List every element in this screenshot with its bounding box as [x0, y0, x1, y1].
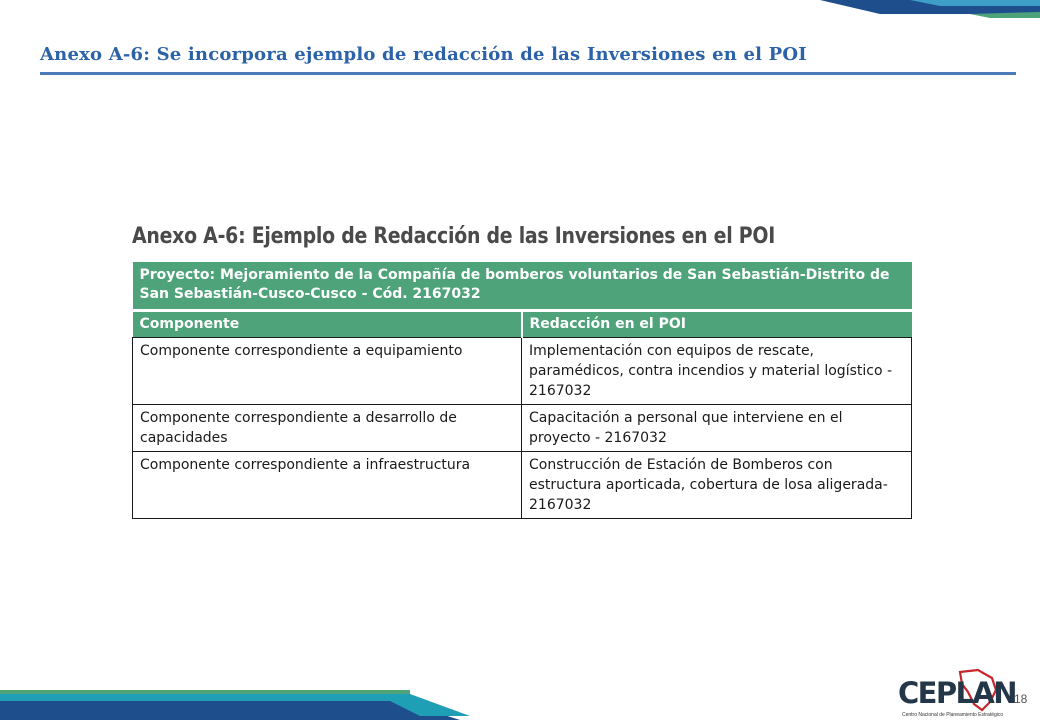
table-row — [133, 338, 912, 405]
ceplan-logo — [898, 668, 1016, 720]
table-cell-redaccion: Construcción de Estación de Bomberos con estructura aporticada, cobertura de losa aligerada-2167032 — [522, 452, 912, 519]
table-cell-component: Componente correspondiente a desarrollo de capacidades — [133, 405, 522, 452]
title-divider — [40, 72, 1016, 75]
logo-subtitle: Centro Nacional de Planeamiento Estratégico — [902, 712, 1004, 718]
investments-table — [132, 262, 912, 519]
logo-text: CEPLAN — [898, 676, 1016, 710]
table-row — [133, 452, 912, 519]
column-header-row — [133, 311, 912, 338]
project-row — [133, 262, 912, 311]
column-header-componente: Componente — [133, 311, 522, 338]
slide-title: Anexo A-6: Se incorpora ejemplo de redacción de las Inversiones en el POI — [40, 44, 807, 65]
table-row — [133, 405, 912, 452]
page-number: 18 — [1014, 692, 1028, 706]
table-cell-redaccion: Capacitación a personal que interviene en el proyecto - 2167032 — [522, 405, 912, 452]
footer-band-decoration — [0, 690, 1040, 720]
column-header-redaccion: Redacción en el POI — [522, 311, 912, 338]
table-cell-redaccion: Implementación con equipos de rescate, paramédicos, contra incendios y material logístico - 2167032 — [522, 338, 912, 405]
project-header: Proyecto: Mejoramiento de la Compañía de bomberos voluntarios de San Sebastián-Distrito de San Sebastián-Cusco-Cusco - Cód. 2167032 — [133, 262, 912, 311]
annex-heading: Anexo A-6: Ejemplo de Redacción de las Inversiones en el POI — [132, 224, 776, 249]
table-cell-component: Componente correspondiente a equipamiento — [133, 338, 522, 405]
table-cell-component: Componente correspondiente a infraestructura — [133, 452, 522, 519]
top-corner-decoration — [820, 0, 1040, 18]
